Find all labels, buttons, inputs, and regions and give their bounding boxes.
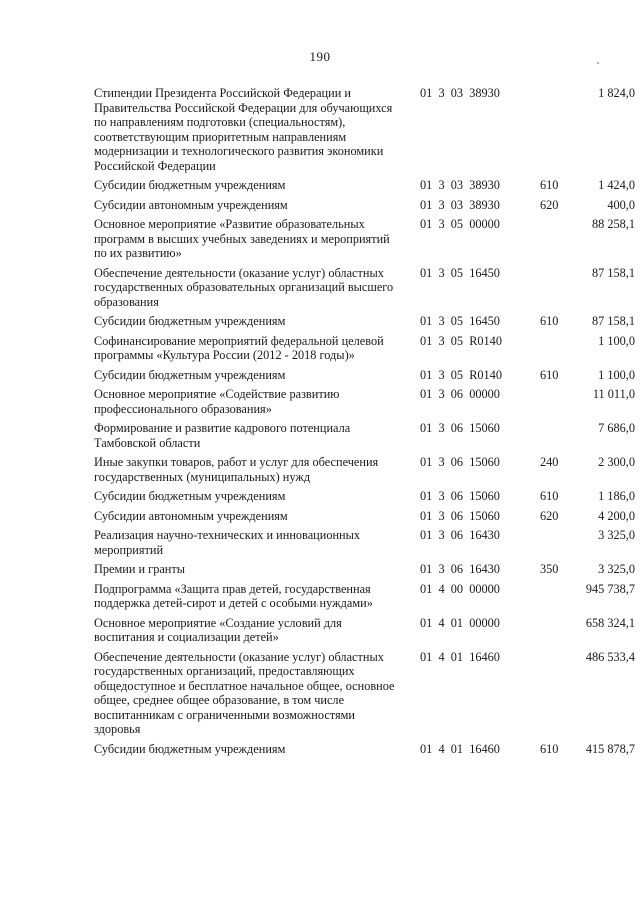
table-row — [94, 582, 635, 616]
expense-name: Субсидии бюджетным учреждениям — [94, 367, 286, 382]
amount: 4 200,0 — [598, 508, 635, 523]
expense-type-code: 610 — [540, 178, 559, 192]
amount: 87 158,1 — [591, 314, 635, 328]
target-article-code: 01 3 05 16450 — [420, 265, 500, 280]
expense-name: Формирование и развитие кадрового потенциала Тамбовской области — [94, 421, 351, 450]
amount: 1 424,0 — [598, 178, 635, 192]
expense-name: Основное мероприятие «Создание условий для воспитания и социализации детей» — [94, 615, 342, 644]
expense-type-code — [540, 528, 575, 562]
amount: 1 186,0 — [598, 489, 635, 503]
expense-name: Подпрограмма «Защита прав детей, государственная поддержка детей-сирот и детей с особыми нуждами» — [94, 581, 373, 610]
table-row — [94, 334, 635, 368]
expense-name: Субсидии бюджетным учреждениям — [94, 314, 286, 328]
expense-name: Субсидии бюджетным учреждениям — [94, 178, 286, 192]
target-article-code: 01 3 06 16430 — [420, 562, 500, 576]
amount: 486 533,4 — [585, 649, 635, 664]
expense-type-code — [540, 217, 575, 266]
expense-type-code — [540, 650, 575, 742]
expense-type-code: 610 — [540, 489, 559, 503]
amount: 2 300,0 — [598, 455, 635, 469]
amount: 1 100,0 — [598, 333, 635, 348]
target-article-code: 01 3 06 15060 — [420, 489, 500, 503]
amount: 87 158,1 — [591, 265, 635, 280]
expense-type-code: 350 — [540, 562, 559, 576]
expense-type-code — [540, 582, 575, 616]
target-article-code: 01 3 06 16430 — [420, 528, 500, 542]
table-row — [94, 616, 635, 650]
table-row — [94, 314, 635, 334]
table-row — [94, 387, 635, 421]
expense-name: Субсидии автономным учреждениям — [94, 197, 288, 212]
table-row — [94, 266, 635, 315]
amount: 945 738,7 — [585, 581, 635, 596]
expense-name: Премии и гранты — [94, 562, 186, 576]
target-article-code: 01 3 06 15060 — [420, 455, 500, 469]
expense-name: Стипендии Президента Российской Федерации и Правительства Российской Федерации для обучающихся по направлениям подготовки (специальностям), соответствующим приоритетным направлениям модернизации и технологического развития экономики Российской Федерации — [94, 86, 393, 173]
expense-type-code — [540, 421, 575, 455]
expense-type-code: 610 — [540, 367, 559, 382]
target-article-code: 01 4 01 16460 — [420, 649, 500, 664]
target-article-code: 01 4 01 16460 — [420, 741, 500, 756]
expense-name: Субсидии автономным учреждениям — [94, 508, 288, 523]
expense-name: Основное мероприятие «Развитие образовательных программ в высших учебных заведениях и мероприятий по их развитию» — [94, 217, 390, 260]
amount: 3 325,0 — [598, 562, 635, 576]
expense-name: Субсидии бюджетным учреждениям — [94, 489, 286, 503]
table-row — [94, 217, 635, 266]
target-article-code: 01 3 05 00000 — [420, 217, 500, 231]
target-article-code: 01 3 03 38930 — [420, 86, 500, 100]
expense-name: Иные закупки товаров, работ и услуг для обеспечения государственных (муниципальных) нужд — [94, 455, 379, 484]
expense-type-code — [540, 387, 575, 421]
table-row — [94, 178, 635, 198]
expense-name: Реализация научно-технических и инновационных мероприятий — [94, 528, 361, 557]
expense-type-code — [540, 266, 575, 315]
target-article-code: 01 3 05 16450 — [420, 314, 500, 328]
table-row — [94, 421, 635, 455]
table-row — [94, 742, 635, 762]
table-row — [94, 509, 635, 529]
table-row — [94, 528, 635, 562]
expense-name: Софинансирование мероприятий федеральной целевой программы «Культура России (2012 - 2018 годы)» — [94, 333, 384, 362]
expense-type-code: 620 — [540, 508, 559, 523]
expense-type-code — [540, 334, 575, 368]
budget-table — [94, 86, 635, 761]
expense-type-code: 620 — [540, 197, 559, 212]
target-article-code: 01 4 00 00000 — [420, 581, 500, 596]
expense-type-code: 610 — [540, 314, 559, 328]
amount: 7 686,0 — [598, 421, 635, 435]
amount: 11 011,0 — [592, 387, 635, 401]
scan-speck — [597, 62, 599, 64]
amount: 1 100,0 — [598, 367, 635, 382]
target-article-code: 01 3 06 15060 — [420, 421, 500, 435]
target-article-code: 01 3 05 R0140 — [420, 333, 502, 348]
expense-name: Обеспечение деятельности (оказание услуг) областных государственных организаций, предоставляющих общедоступное и бесплатное начальное общее, основное общее, среднее общее образование, в том числе воспитанникам с ограниченными возможностями здоровья — [94, 649, 395, 736]
expense-name: Субсидии бюджетным учреждениям — [94, 741, 286, 756]
table-row — [94, 489, 635, 509]
amount: 1 824,0 — [598, 86, 635, 100]
budget-rows — [94, 86, 635, 761]
table-row — [94, 368, 635, 388]
amount: 88 258,1 — [591, 217, 635, 231]
expense-type-code: 610 — [540, 741, 559, 756]
amount: 3 325,0 — [598, 528, 635, 542]
expense-type-code — [540, 86, 575, 178]
target-article-code: 01 3 06 15060 — [420, 508, 500, 523]
target-article-code: 01 3 05 R0140 — [420, 367, 502, 382]
page-number: 190 — [309, 49, 331, 64]
target-article-code: 01 3 03 38930 — [420, 178, 500, 192]
table-row — [94, 455, 635, 489]
expense-type-code — [540, 616, 575, 650]
expense-name: Основное мероприятие «Содействие развитию профессионального образования» — [94, 387, 340, 416]
expense-type-code: 240 — [540, 455, 559, 469]
target-article-code: 01 4 01 00000 — [420, 615, 500, 630]
amount: 658 324,1 — [585, 615, 635, 630]
target-article-code: 01 3 06 00000 — [420, 387, 500, 401]
expense-name: Обеспечение деятельности (оказание услуг) областных государственных образовательных организаций высшего образования — [94, 265, 394, 309]
amount: 400,0 — [607, 197, 635, 212]
table-row — [94, 650, 635, 742]
table-row — [94, 198, 635, 218]
target-article-code: 01 3 03 38930 — [420, 197, 500, 212]
table-row — [94, 562, 635, 582]
amount: 415 878,7 — [585, 741, 635, 756]
table-row — [94, 86, 635, 178]
